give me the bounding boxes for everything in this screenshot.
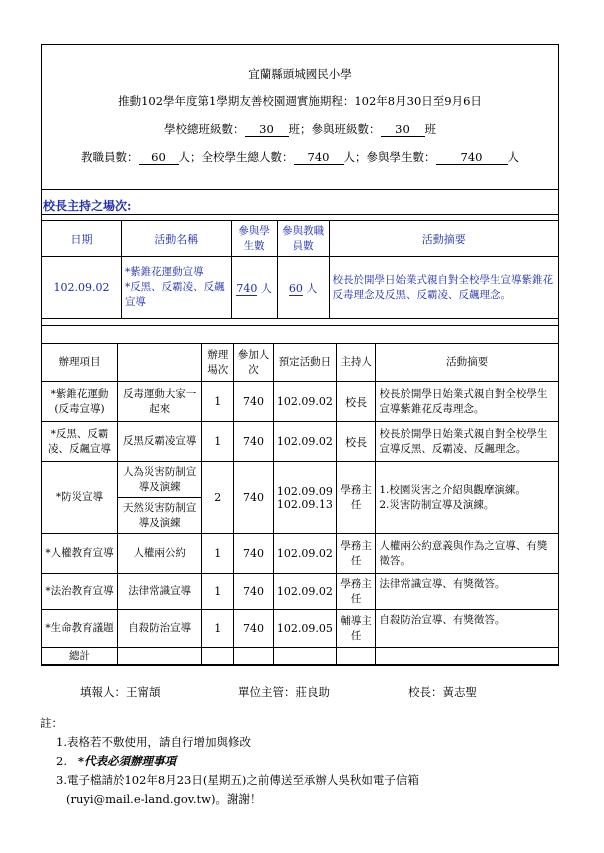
row-summary: 自殺防治宣導、有獎徵答。 bbox=[376, 610, 559, 648]
row-host: 學務主任 bbox=[336, 574, 376, 610]
total-label: 總計 bbox=[42, 648, 118, 666]
note-3: 3.電子檔請於102年8月23日(星期五)之前傳送至承辦人吳秋如電子信箱 bbox=[56, 773, 419, 787]
col-staff: 參與教職員數 bbox=[277, 221, 329, 257]
principal-staff bbox=[277, 257, 329, 319]
row-name: 人權兩公約 bbox=[117, 534, 202, 574]
col-activity-summary: 活動摘要 bbox=[376, 344, 559, 382]
staff-label: 教職員數： bbox=[81, 150, 139, 164]
row-date-1: 102.09.09 bbox=[276, 484, 333, 498]
row-host: 學務主任 bbox=[336, 462, 376, 534]
note-1: 1.表格若不敷使用，請自行增加與修改 bbox=[56, 735, 251, 749]
row-sessions: 1 bbox=[202, 610, 234, 648]
total-empty bbox=[376, 648, 559, 666]
row-date: 102.09.02 bbox=[273, 574, 336, 610]
col-sessions: 辦理場次 bbox=[202, 344, 234, 382]
staff-unit: 人；全校學生總人數： bbox=[178, 150, 294, 164]
note-2-number: 2. bbox=[56, 754, 67, 768]
principal-title-divider bbox=[41, 214, 559, 215]
students-unit2: 人 bbox=[507, 150, 519, 164]
row-participants: 740 bbox=[234, 382, 274, 422]
total-empty bbox=[336, 648, 376, 666]
reporter-signature: 填報人：王甯頡 bbox=[80, 685, 161, 699]
col-planned-date: 預定活動日 bbox=[273, 344, 336, 382]
total-empty bbox=[117, 648, 202, 666]
activities-header-row bbox=[42, 344, 559, 382]
total-row bbox=[42, 648, 559, 666]
period-title: 推動102學年度第1學期友善校園週實施期程：102年8月30日至9月6日 bbox=[118, 94, 482, 108]
row-sessions: 2 bbox=[202, 462, 234, 534]
row-host: 輔導主任 bbox=[336, 610, 376, 648]
principal-students-unit: 人 bbox=[260, 281, 272, 295]
row-summary: 校長於開學日始業式親自對全校學生宣導反黑、反霸凌、反飆理念。 bbox=[376, 422, 559, 462]
table-row bbox=[42, 462, 559, 498]
row-host: 校長 bbox=[336, 382, 376, 422]
row-date-2: 102.09.13 bbox=[276, 497, 333, 511]
school-name: 宜蘭縣頭城國民小學 bbox=[248, 67, 352, 81]
staff-count-value: 60 bbox=[139, 150, 179, 165]
principal-staff-unit: 人 bbox=[306, 281, 318, 295]
principal-data-row bbox=[42, 257, 559, 319]
row-host: 學務主任 bbox=[336, 534, 376, 574]
col-item: 辦理項目 bbox=[42, 344, 118, 382]
table-row bbox=[42, 574, 559, 610]
row-summary-2: 2.災害防制宣導及演練。 bbox=[379, 498, 495, 511]
row-item: *法治教育宣導 bbox=[42, 574, 118, 610]
note-3-email: (ruyi@mail.e-land.gov.tw)。謝謝！ bbox=[66, 792, 262, 806]
notes-label: 註： bbox=[40, 716, 63, 730]
total-empty bbox=[234, 648, 274, 666]
notes-section bbox=[40, 714, 419, 809]
row-participants: 740 bbox=[234, 534, 274, 574]
row-name-2: 天然災害防制宣導及演練 bbox=[117, 498, 202, 534]
row-date: 102.09.02 bbox=[273, 382, 336, 422]
row-participants: 740 bbox=[234, 422, 274, 462]
table-row bbox=[42, 610, 559, 648]
total-empty bbox=[273, 648, 336, 666]
row-sessions: 1 bbox=[202, 422, 234, 462]
col-activity-name: 活動名稱 bbox=[121, 221, 231, 257]
activities-table bbox=[41, 343, 559, 666]
class-unit2: 班 bbox=[424, 122, 436, 136]
class-count-line bbox=[41, 121, 559, 137]
form-header bbox=[41, 44, 559, 189]
class-count-label: 學校總班級數： bbox=[164, 122, 245, 136]
students-participating-value: 740 bbox=[436, 150, 508, 165]
row-dates bbox=[273, 462, 336, 534]
principal-activity-line2: *反黑、反霸凌、反飆宣導 bbox=[124, 281, 225, 308]
staff-count-line bbox=[41, 149, 559, 165]
row-name: 反黑反霸凌宣導 bbox=[117, 422, 202, 462]
col-students: 參與學生數 bbox=[231, 221, 277, 257]
col-participants: 參加人次 bbox=[234, 344, 274, 382]
col-summary: 活動摘要 bbox=[329, 221, 558, 257]
principal-date: 102.09.02 bbox=[42, 257, 122, 319]
students-unit: 人；參與學生數： bbox=[343, 150, 436, 164]
row-participants: 740 bbox=[234, 574, 274, 610]
principal-header-row bbox=[42, 221, 559, 257]
row-summary-1: 1.校園災害之介紹與觀摩演練。 bbox=[379, 483, 526, 496]
header-divider bbox=[41, 189, 559, 190]
table-row bbox=[42, 422, 559, 462]
row-name: 反毒運動大家一起來 bbox=[117, 382, 202, 422]
principal-summary: 校長於開學日始業式親自對全校學生宣導紫錐花反毒理念及反黑、反霸凌、反飆理念。 bbox=[329, 257, 558, 319]
row-item: *反黑、反霸凌、反飆宣導 bbox=[42, 422, 118, 462]
row-participants: 740 bbox=[234, 610, 274, 648]
col-host: 主持人 bbox=[336, 344, 376, 382]
participating-classes-value: 30 bbox=[381, 122, 425, 137]
row-summary: 校長於開學日始業式親自對全校學生宣導紫錐花反毒理念。 bbox=[376, 382, 559, 422]
row-summary: 人權兩公約意義與作為之宣導、有獎徵答。 bbox=[376, 534, 559, 574]
row-host: 校長 bbox=[336, 422, 376, 462]
row-sessions: 1 bbox=[202, 382, 234, 422]
principal-bottom-divider bbox=[41, 325, 559, 326]
principal-signature: 校長：黃志聖 bbox=[408, 685, 477, 699]
row-item: *人權教育宣導 bbox=[42, 534, 118, 574]
row-name: 人為災害防制宣導及演練 bbox=[117, 462, 202, 498]
col-name bbox=[117, 344, 202, 382]
row-name: 自殺防治宣導 bbox=[117, 610, 202, 648]
principal-section-title: 校長主持之場次: bbox=[43, 199, 132, 213]
principal-students-value: 740 bbox=[236, 281, 258, 295]
row-item: *生命教育議題 bbox=[42, 610, 118, 648]
principal-activity bbox=[121, 257, 231, 319]
col-date: 日期 bbox=[42, 221, 122, 257]
row-date: 102.09.02 bbox=[273, 422, 336, 462]
class-count-value: 30 bbox=[245, 122, 289, 137]
row-sessions: 1 bbox=[202, 534, 234, 574]
row-item: *防災宣導 bbox=[42, 462, 118, 534]
row-date: 102.09.02 bbox=[273, 534, 336, 574]
row-participants: 740 bbox=[234, 462, 274, 534]
row-date: 102.09.05 bbox=[273, 610, 336, 648]
note-2-text: *代表必須辦理事項 bbox=[77, 754, 176, 768]
supervisor-signature: 單位主管：莊良助 bbox=[238, 685, 330, 699]
row-sessions: 1 bbox=[202, 574, 234, 610]
note-2 bbox=[40, 752, 419, 771]
row-summary bbox=[376, 462, 559, 534]
principal-staff-value: 60 bbox=[288, 281, 303, 295]
table-row bbox=[42, 534, 559, 574]
table-row bbox=[42, 382, 559, 422]
principal-students bbox=[231, 257, 277, 319]
row-summary: 法律常識宣導、有獎徵答。 bbox=[376, 574, 559, 610]
principal-activity-line1: *紫錐花運動宣導 bbox=[124, 266, 204, 278]
principal-table bbox=[41, 220, 559, 319]
row-name: 法律常識宣導 bbox=[117, 574, 202, 610]
class-unit: 班；參與班級數： bbox=[288, 122, 381, 136]
students-total-value: 740 bbox=[294, 150, 344, 165]
row-item: *紫錐花運動(反毒宣導) bbox=[42, 382, 118, 422]
total-empty bbox=[202, 648, 234, 666]
